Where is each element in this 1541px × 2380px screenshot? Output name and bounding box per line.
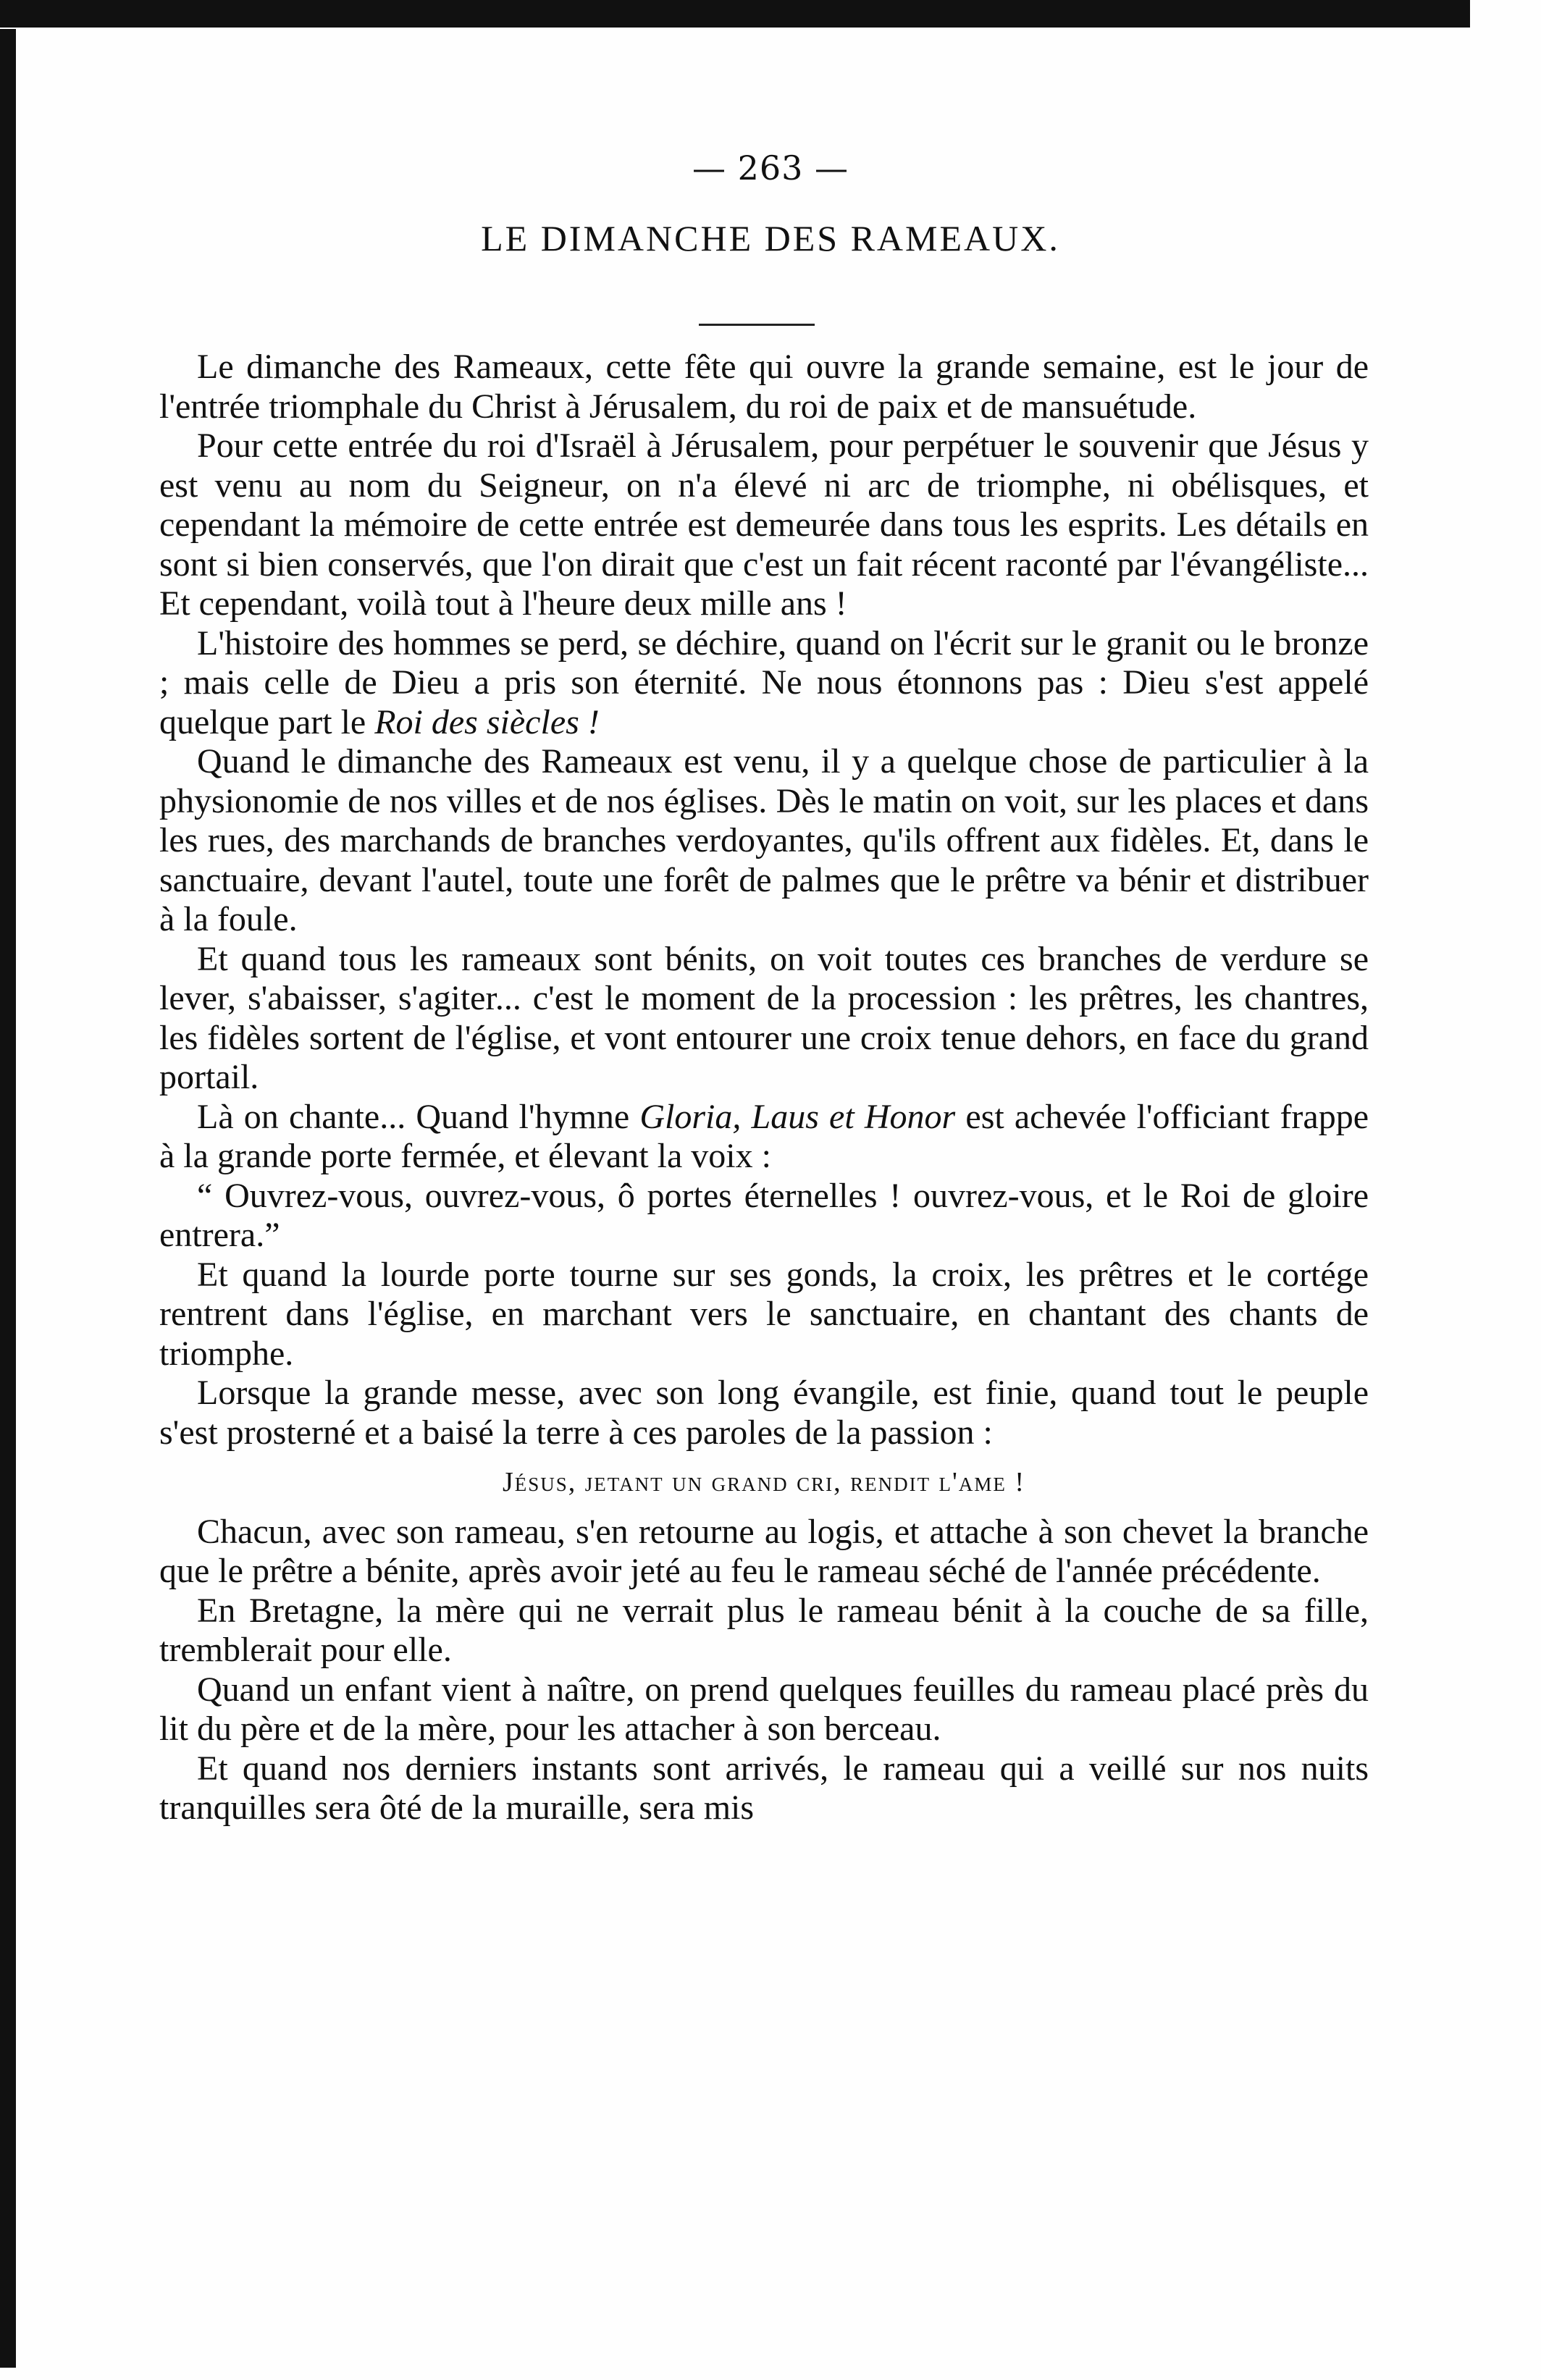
paragraph: Le dimanche des Rameaux, cette fête qui ouvre la grande semaine, est le jour de l'entrée triomphale du Christ à Jérusalem, du roi de paix et de mansuétude.	[159, 348, 1369, 426]
paragraph: Quand un enfant vient à naître, on prend quelques feuilles du rameau placé près du lit du père et de la mère, pour les attacher à son berceau.	[159, 1670, 1369, 1748]
italic-phrase: Gloria, Laus et Honor	[639, 1097, 956, 1136]
paragraph: Et quand tous les rameaux sont bénits, on voit toutes ces branches de verdure se lever, s'abaisser, s'agiter... c'est le moment de la procession : les prêtres, les chantres, les fidèles sortent de l'église, et vont entourer une croix tenue dehors, en face du grand portail.	[159, 939, 1369, 1096]
paragraph: En Bretagne, la mère qui ne verrait plus le rameau bénit à la couche de sa fille, tremblerait pour elle.	[159, 1591, 1369, 1669]
paragraph	[159, 624, 1369, 743]
paragraph: Et quand la lourde porte tourne sur ses gonds, la croix, les prêtres et le cortége rentrent dans l'église, en marchant vers le sanctuaire, en chantant des chants de triomphe.	[159, 1255, 1369, 1373]
italic-phrase: Roi des siècles !	[374, 702, 600, 741]
chapter-title: LE DIMANCHE DES RAMEAUX.	[481, 218, 1060, 258]
paragraph: Et quand nos derniers instants sont arrivés, le rameau qui a veillé sur nos nuits tranquilles sera ôté de la muraille, sera mis	[159, 1749, 1369, 1827]
centered-quote: Jésus, jetant un grand cri, rendit l'ame !	[502, 1467, 1026, 1497]
paragraph-text: est achevée l'officiant frappe à la grande porte fermée, et élevant la voix :	[159, 1097, 1369, 1175]
paragraph: Quand le dimanche des Rameaux est venu, il y a quelque chose de particulier à la physionomie de nos villes et de nos églises. Dès le matin on voit, sur les places et dans les rues, des marchands de branches verdoyantes, qu'ils offrent aux fidèles. Et, dans le sanctuaire, devant l'autel, toute une forêt de palmes que le prêtre va bénir et distribuer à la foule.	[159, 742, 1369, 938]
paragraph: Chacun, avec son rameau, s'en retourne au logis, et attache à son chevet la branche que le prêtre a bénite, après avoir jeté au feu le rameau séché de l'année précédente.	[159, 1512, 1369, 1590]
paragraph: Lorsque la grande messe, avec son long évangile, est finie, quand tout le peuple s'est prosterné et a baisé la terre à ces paroles de la passion :	[159, 1374, 1369, 1452]
page-number: — 263 —	[692, 148, 849, 188]
scan-binding-edge	[0, 29, 16, 2368]
body-text	[159, 348, 1369, 1828]
paragraph-text: Là on chante... Quand l'hymne	[197, 1097, 640, 1136]
paragraph-text: L'histoire des hommes se perd, se déchire, quand on l'écrit sur le granit ou le bronze ; mais celle de Dieu a pris son éternité. Ne nous étonnons pas : Dieu s'est appelé quelque part le	[159, 623, 1369, 741]
scan-top-edge	[0, 0, 1470, 28]
paragraph: “ Ouvrez-vous, ouvrez-vous, ô portes éternelles ! ouvrez-vous, et le Roi de gloire entrera.”	[159, 1176, 1369, 1254]
paragraph	[159, 1098, 1369, 1177]
title-divider	[699, 324, 815, 326]
paragraph: Pour cette entrée du roi d'Israël à Jérusalem, pour perpétuer le souvenir que Jésus y est venu au nom du Seigneur, on n'a élevé ni arc de triomphe, ni obélisques, et cependant la mémoire de cette entrée est demeurée dans tous les esprits. Les détails en sont si bien conservés, que l'on dirait que c'est un fait récent raconté par l'évangéliste... Et cependant, voilà tout à l'heure deux mille ans !	[159, 426, 1369, 623]
